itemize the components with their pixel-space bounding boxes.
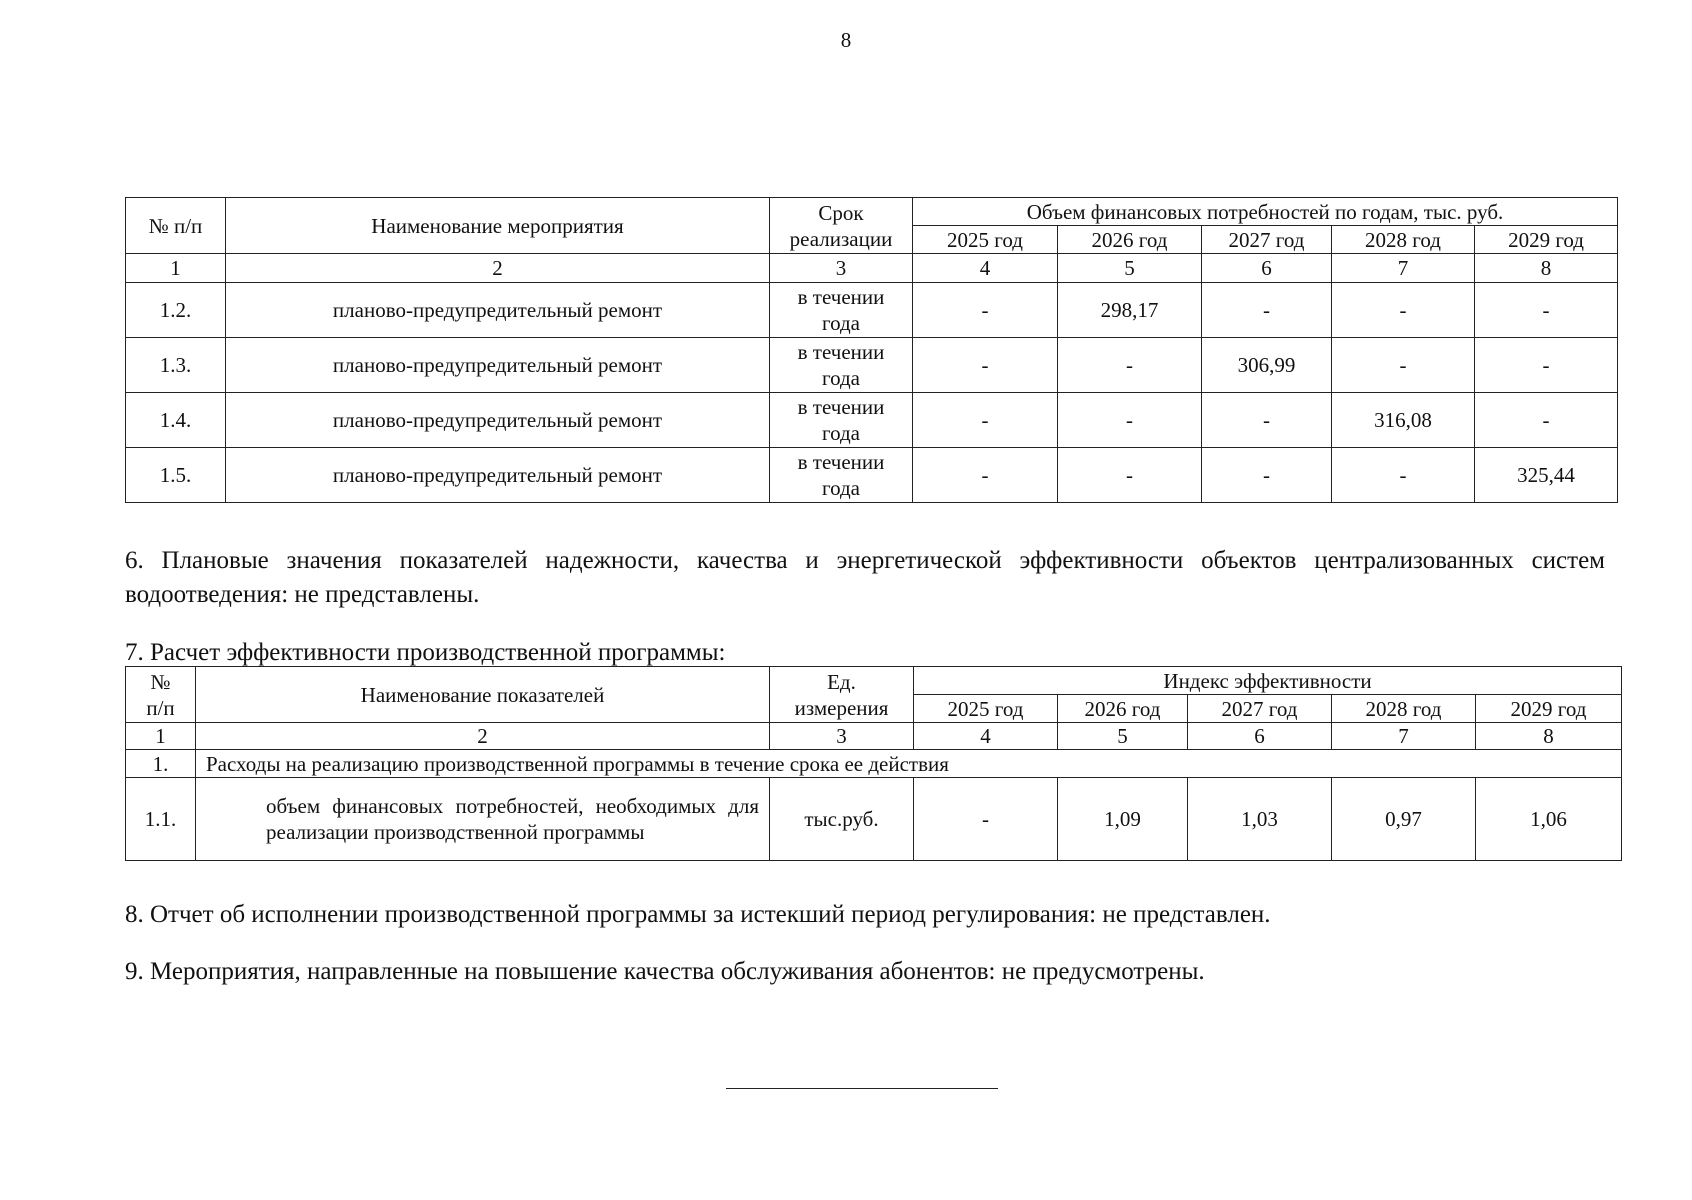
table-row xyxy=(126,283,1618,338)
row-value: 298,17 xyxy=(1058,283,1202,338)
paragraph-7: 7. Расчет эффективности производственной программы: xyxy=(125,639,726,666)
row-term-line2: года xyxy=(822,421,860,445)
col-number: 5 xyxy=(1058,254,1202,283)
row-value: - xyxy=(1332,283,1475,338)
header-group: Индекс эффективности xyxy=(914,667,1622,695)
row-num: 1.2. xyxy=(126,283,226,338)
col-number: 6 xyxy=(1202,254,1332,283)
end-divider xyxy=(726,1088,998,1089)
header-num xyxy=(126,667,196,723)
page-number: 8 xyxy=(840,28,852,52)
row-value: 306,99 xyxy=(1202,338,1332,393)
col-number: 3 xyxy=(770,723,914,750)
header-year: 2025 год xyxy=(913,226,1058,254)
row-value: - xyxy=(1202,283,1332,338)
row-name: планово-предупредительный ремонт xyxy=(226,338,770,393)
col-number: 8 xyxy=(1475,254,1618,283)
header-year: 2029 год xyxy=(1476,695,1622,723)
section-row xyxy=(126,750,1622,778)
row-term xyxy=(770,283,913,338)
row-num: 1.4. xyxy=(126,393,226,448)
header-year: 2027 год xyxy=(1202,226,1332,254)
col-number: 4 xyxy=(914,723,1058,750)
financial-needs-table xyxy=(125,197,1618,503)
row-term-line2: года xyxy=(822,311,860,335)
row-value: 325,44 xyxy=(1475,448,1618,503)
header-unit xyxy=(770,667,914,723)
row-name: объем финансовых потребностей, необходимых для реализации производственной программы xyxy=(196,778,770,861)
row-name: планово-предупредительный ремонт xyxy=(226,393,770,448)
header-name: Наименование показателей xyxy=(196,667,770,723)
paragraph-9: 9. Мероприятия, направленные на повышение качества обслуживания абонентов: не предусмотрены. xyxy=(125,958,1205,985)
table-row xyxy=(126,778,1622,861)
col-number: 5 xyxy=(1058,723,1188,750)
header-year: 2027 год xyxy=(1188,695,1332,723)
row-value: 316,08 xyxy=(1332,393,1475,448)
row-unit: тыс.руб. xyxy=(770,778,914,861)
row-value: 1,06 xyxy=(1476,778,1622,861)
header-year: 2029 год xyxy=(1475,226,1618,254)
col-number: 2 xyxy=(226,254,770,283)
row-value: 1,09 xyxy=(1058,778,1188,861)
col-number: 8 xyxy=(1476,723,1622,750)
header-year: 2026 год xyxy=(1058,226,1202,254)
row-value: - xyxy=(913,338,1058,393)
row-value: - xyxy=(1202,448,1332,503)
row-value: - xyxy=(1058,448,1202,503)
header-term-line1: Срок xyxy=(818,200,864,225)
row-value: - xyxy=(1475,338,1618,393)
col-number: 1 xyxy=(126,254,226,283)
col-number: 7 xyxy=(1332,254,1475,283)
header-num: № п/п xyxy=(126,198,226,254)
row-value: - xyxy=(1058,338,1202,393)
col-number: 7 xyxy=(1332,723,1476,750)
efficiency-index-table xyxy=(125,666,1622,861)
table-row xyxy=(126,448,1618,503)
header-term-line2: реализации xyxy=(789,226,893,251)
section-num: 1. xyxy=(126,750,196,778)
header-year: 2026 год xyxy=(1058,695,1188,723)
header-num-line1: № xyxy=(150,669,171,694)
row-value: - xyxy=(913,393,1058,448)
header-name: Наименование мероприятия xyxy=(226,198,770,254)
header-term xyxy=(770,198,913,254)
row-value: - xyxy=(1475,393,1618,448)
col-number: 3 xyxy=(770,254,913,283)
row-value: - xyxy=(1058,393,1202,448)
row-term xyxy=(770,393,913,448)
paragraph-8: 8. Отчет об исполнении производственной программы за истекший период регулирования: не представлен. xyxy=(125,901,1271,928)
row-value: - xyxy=(1202,393,1332,448)
row-num: 1.3. xyxy=(126,338,226,393)
row-term-line2: года xyxy=(822,366,860,390)
table-row xyxy=(126,393,1618,448)
row-name: планово-предупредительный ремонт xyxy=(226,283,770,338)
row-term-line1: в течении xyxy=(797,395,885,419)
row-value: - xyxy=(1475,283,1618,338)
row-term-line1: в течении xyxy=(797,285,885,309)
header-year: 2028 год xyxy=(1332,226,1475,254)
table-row xyxy=(126,338,1618,393)
header-unit-line1: Ед. xyxy=(827,669,856,694)
header-group: Объем финансовых потребностей по годам, тыс. руб. xyxy=(913,198,1618,226)
row-term xyxy=(770,338,913,393)
section-text: Расходы на реализацию производственной программы в течение срока ее действия xyxy=(196,750,1622,778)
row-value: - xyxy=(913,448,1058,503)
row-num: 1.5. xyxy=(126,448,226,503)
col-number: 1 xyxy=(126,723,196,750)
row-term xyxy=(770,448,913,503)
header-year: 2028 год xyxy=(1332,695,1476,723)
header-year: 2025 год xyxy=(914,695,1058,723)
row-value: - xyxy=(913,283,1058,338)
paragraph-6: 6. Плановые значения показателей надежности, качества и энергетической эффективности объектов централизованных систем водоотведения: не представлены. xyxy=(125,547,1605,608)
row-term-line2: года xyxy=(822,476,860,500)
row-num: 1.1. xyxy=(126,778,196,861)
header-unit-line2: измерения xyxy=(794,695,889,720)
col-number: 4 xyxy=(913,254,1058,283)
col-number: 6 xyxy=(1188,723,1332,750)
row-value: - xyxy=(914,778,1058,861)
col-number: 2 xyxy=(196,723,770,750)
header-num-line2: п/п xyxy=(146,695,175,720)
row-value: 1,03 xyxy=(1188,778,1332,861)
row-value: - xyxy=(1332,448,1475,503)
row-term-line1: в течении xyxy=(797,340,885,364)
row-value: - xyxy=(1332,338,1475,393)
row-term-line1: в течении xyxy=(797,450,885,474)
row-name: планово-предупредительный ремонт xyxy=(226,448,770,503)
row-value: 0,97 xyxy=(1332,778,1476,861)
